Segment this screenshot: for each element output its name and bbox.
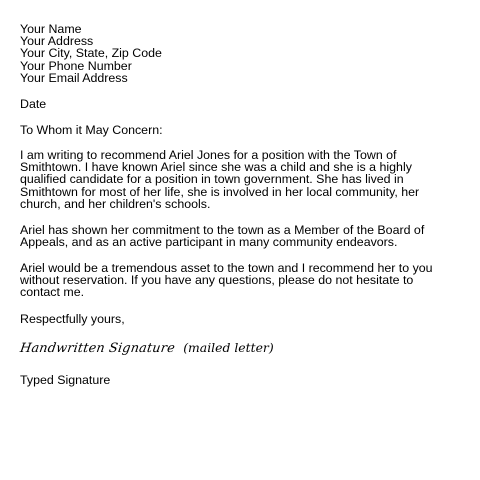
typed-signature-text: Typed Signature — [20, 373, 111, 387]
sender-address: Your Address — [20, 34, 94, 49]
typed-signature — [20, 374, 470, 386]
salutation — [20, 124, 470, 136]
body-paragraph-2 — [20, 224, 470, 248]
sender-city-state-zip: Your City, State, Zip Code — [20, 46, 162, 61]
paragraph-line: I am writing to recommend Ariel Jones for a position with the Town of — [20, 148, 397, 162]
sender-phone: Your Phone Number — [20, 58, 132, 73]
body-paragraph-3 — [20, 262, 470, 299]
closing-text: Respectfully yours, — [20, 312, 125, 326]
letter-date — [20, 98, 470, 110]
body-paragraph-1 — [20, 149, 470, 210]
paragraph-line: Ariel would be a tremendous asset to the town and I recommend her to you — [20, 261, 433, 275]
handwritten-signature: Handwritten Signature — [19, 341, 176, 356]
paragraph-line: Ariel has shown her commitment to the town as a Member of the Board of — [20, 223, 425, 237]
paragraph-line: Appeals, and as an active participant in many community endeavors. — [20, 235, 398, 250]
salutation-text: To Whom it May Concern: — [20, 123, 163, 137]
sender-address-block — [20, 23, 470, 84]
signature-row — [20, 342, 274, 355]
paragraph-line: contact me. — [20, 285, 85, 300]
closing — [20, 313, 470, 325]
sender-email: Your Email Address — [20, 70, 128, 85]
sender-name: Your Name — [20, 22, 82, 36]
paragraph-line: Smithtown for most of her life, she is involved in her local community, her — [20, 184, 420, 199]
signature-note: (mailed letter) — [183, 340, 274, 355]
paragraph-line: church, and her children's schools. — [20, 196, 211, 211]
paragraph-line: qualified candidate for a position in town government. She has lived in — [20, 172, 404, 187]
paragraph-line: without reservation. If you have any questions, please do not hesitate to — [20, 273, 414, 288]
date-text: Date — [20, 97, 47, 111]
paragraph-line: Smithtown. I have known Ariel since she was a child and she is a highly — [20, 160, 412, 175]
